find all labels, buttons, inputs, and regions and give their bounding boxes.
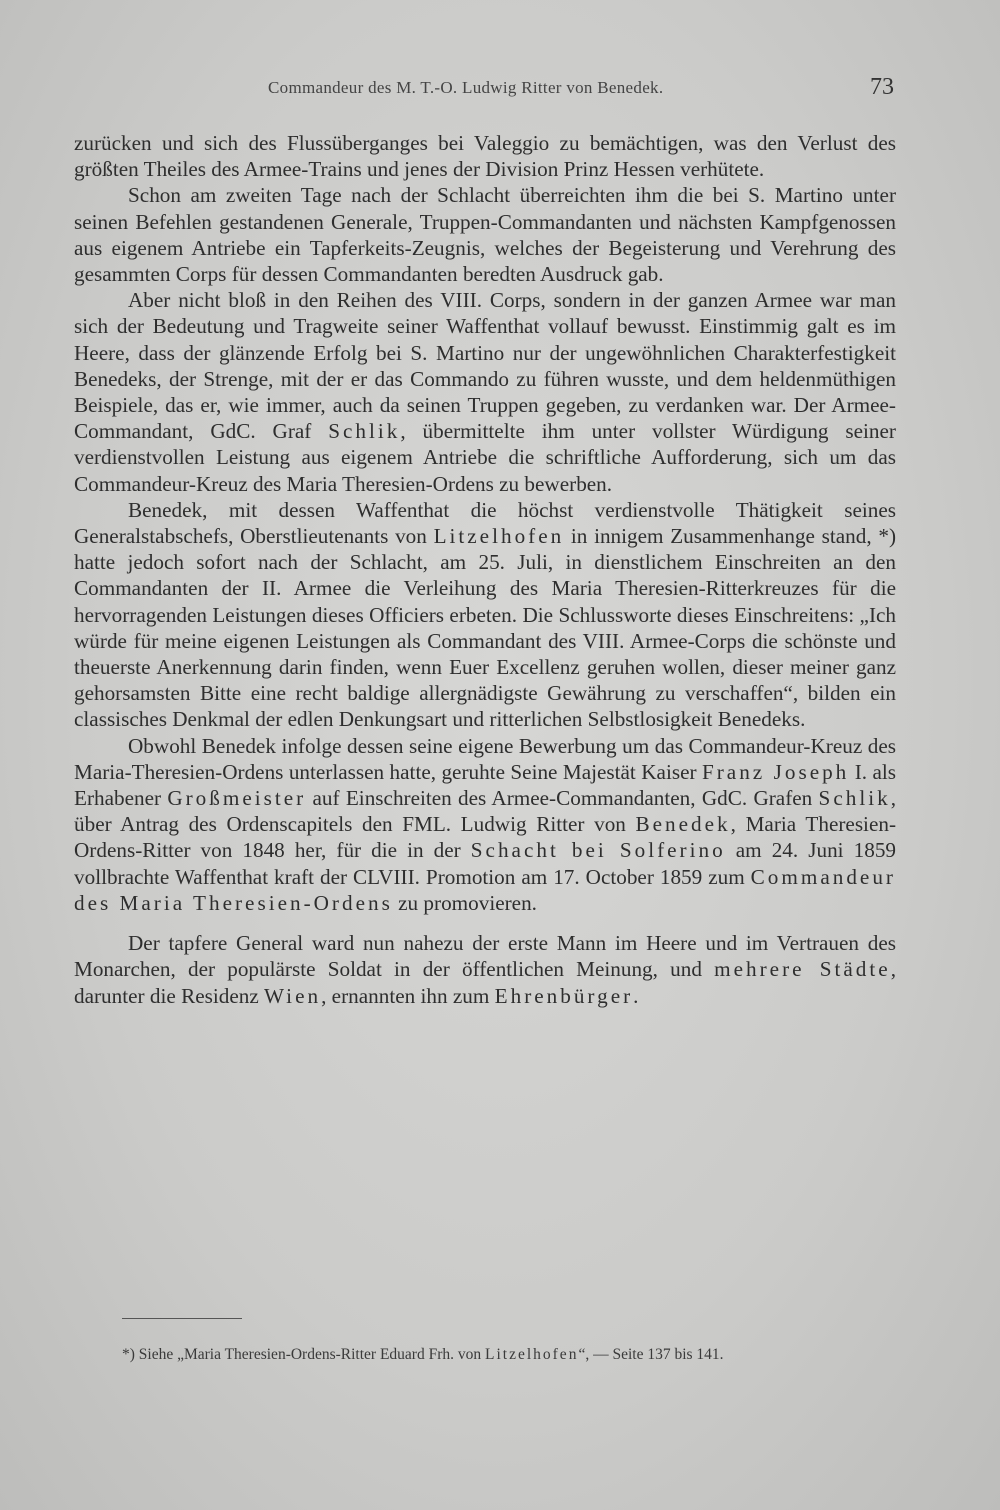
paragraph-5-text-f: am 24. Juni 1859 vollbrachte Waffenthat kraft der CLVIII. Promotion am 17. October 1859 zum (74, 838, 897, 889)
paragraph-2-text: Schon am zweiten Tage nach der Schlacht überreichten ihm die bei S. Martino unter seinen Befehlen gestandenen Generale, Truppen-Commandanten und nächsten Kampfgenossen aus eigenem Antriebe ein Tapferkeits-Zeugnis, welches der Begeisterung und Verehrung des gesammten Corps für dessen Commandanten beredten Ausdruck gab. (74, 183, 896, 287)
paragraph-3-text-b: , übermittelte ihm unter vollster Würdigung seiner verdienstvollen Leistung aus eigenem Antriebe die schriftliche Aufforderung, sich um das Commandeur-Kreuz des Maria Theresien-Ordens zu bewerben. (74, 419, 896, 496)
paragraph-6-text-d: . (633, 983, 639, 1008)
running-title: Commandeur des M. T.-O. Ludwig Ritter von Benedek. (268, 78, 664, 97)
spaced-name-litzelhofen: Litzelhofen (433, 524, 565, 549)
footnote-spaced-name: Litzelhofen (485, 1346, 579, 1363)
paragraph-5-text-d: , über Antrag des Ordenscapitels den FML. Ludwig Ritter von (74, 786, 896, 837)
spaced-name-schlik-2: Schlik (818, 786, 891, 811)
page-header (0, 74, 1000, 104)
spaced-schacht-solferino: Schacht bei Solferino (470, 838, 726, 863)
paragraph-5-text-c: auf Einschreiten des Armee-Commandanten, GdC. Grafen (306, 786, 819, 811)
paragraph-4 (74, 497, 896, 733)
paragraph-3 (74, 287, 896, 497)
body-text (74, 130, 896, 1009)
footnote-text-a: *) Siehe „Maria Theresien-Ordens-Ritter Eduard Frh. von (122, 1346, 485, 1363)
paragraph-5-text-a: Obwohl Benedek infolge dessen seine eigene Bewerbung um das Commandeur-Kreuz des Maria-Theresien-Ordens unterlassen hatte, geruhte Seine Majestät Kaiser (74, 733, 896, 784)
paragraph-2 (74, 182, 896, 287)
paragraph-1-text: zurücken und sich des Flussüberganges bei Valeggio zu bemächtigen, was den Verlust des größten Theiles des Armee-Trains und jenes der Division Prinz Hessen verhütete. (74, 131, 896, 182)
paragraph-6-text-b: , darunter die Residenz (74, 957, 896, 1008)
paragraph-4-text-b: in innigem Zusammenhange stand, *) hatte jedoch sofort nach der Schlacht, am 25. Juli, in dienstlichem Einschreiten an den Commandanten der II. Armee die Verleihung des Maria Theresien-Ritterkreuzes für die hervorragenden Leistungen dieses Officiers erbeten. Die Schlussworte dieses Einschreitens: „Ich würde für meine eigenen Leistungen als Commandant des VIII. Armee-Corps die schönste und theuerste Anerkennung darin finden, wenn Euer Excellenz geruhen wollen, dieser meiner ganz gehorsamsten Bitte eine recht baldige allergnädigste Gewährung zu verschaffen“, bilden ein classisches Denkmal der edlen Denkungsart und ritterlichen Selbstlosigkeit Benedeks. (74, 524, 896, 732)
spaced-mehrere-staedte: mehrere Städte (714, 957, 891, 982)
paragraph-4-text-a: Benedek, mit dessen Waffenthat die höchst verdienstvolle Thätigkeit seines Generalstabschefs, Oberstlieutenants von (74, 497, 896, 549)
footnote (62, 1345, 892, 1364)
page-number: 73 (870, 74, 894, 100)
spaced-name-franz-joseph: Franz Joseph (701, 759, 850, 784)
spaced-commandeur-title: Commandeur des Maria Theresien-Ordens (74, 864, 896, 915)
spaced-wien: Wien (264, 983, 322, 1008)
paragraph-5-text-e: , Maria Theresien-Ordens-Ritter von 1848 her, für die in der (74, 812, 896, 863)
paragraph-5-text-b: I. als Erhabener (74, 759, 896, 811)
footnote-text-b: “, — Seite 137 bis 141. (578, 1346, 724, 1363)
paragraph-6 (74, 930, 896, 1009)
paragraph-6-text-a: Der tapfere General ward nun nahezu der erste Mann im Heere und im Vertrauen des Monarchen, der populärste Soldat in der öffentlichen Meinung, und (74, 931, 896, 982)
paragraph-1 (74, 130, 896, 182)
spaced-grossmeister: Großmeister (167, 786, 307, 811)
paragraph-5-text-g: zu promovieren. (392, 890, 537, 915)
footnote-divider (122, 1318, 242, 1319)
paragraph-6-text-c: , ernannten ihn zum (321, 983, 495, 1008)
spaced-ehrenbuerger: Ehrenbürger (494, 983, 634, 1008)
paragraph-5 (74, 733, 896, 916)
spaced-name-benedek: Benedek (635, 812, 731, 837)
spaced-name-schlik: Schlik (328, 419, 401, 444)
paragraph-3-text-a: Aber nicht bloß in den Reihen des VIII. Corps, sondern in der ganzen Armee war man sich der Bedeutung und Tragweite seiner Waffenthat vollauf bewusst. Einstimmig galt es im Heere, dass der glänzende Erfolg bei S. Martino nur der ungewöhnlichen Charakterfestigkeit Benedeks, der Strenge, mit der er das Commando zu führen wusste, und dem heldenmüthigen Beispiele, das er, wie immer, auch da seinen Truppen gegeben, zu verdanken war. Der Armee-Commandant, GdC. Graf (74, 288, 896, 444)
